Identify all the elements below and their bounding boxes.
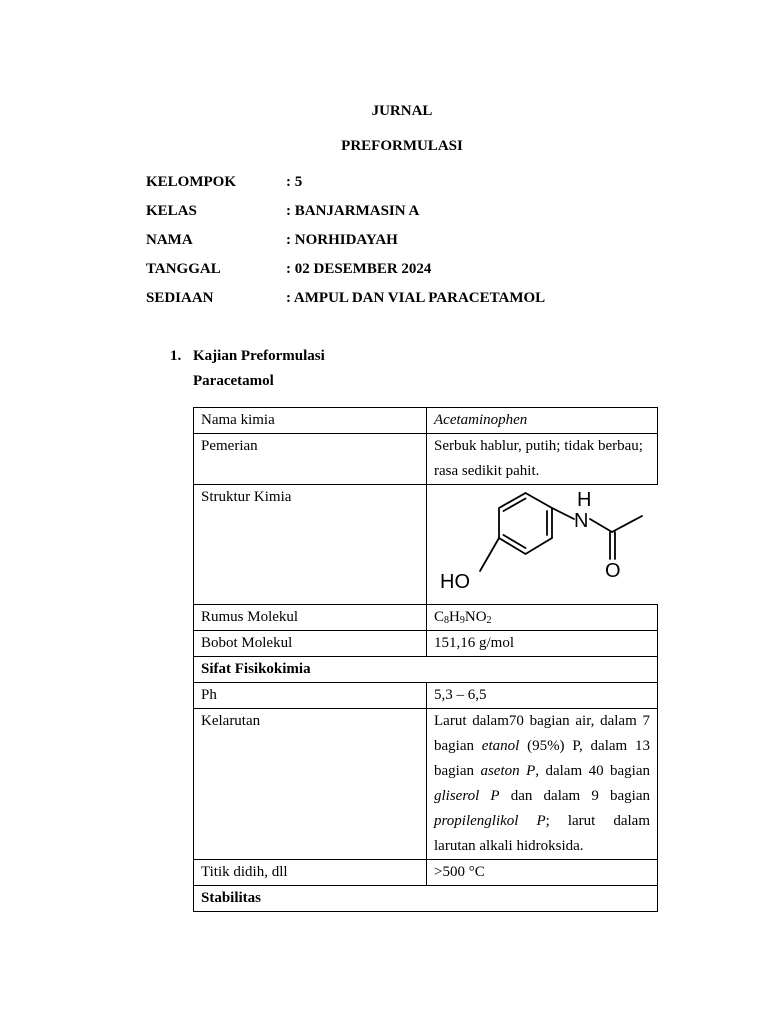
row-value: Serbuk hablur, putih; tidak berbau; rasa sedikit pahit.	[427, 434, 658, 485]
section-subheading: Paracetamol	[193, 373, 274, 389]
paracetamol-structure-diagram	[434, 485, 665, 604]
row-label: Ph	[194, 683, 427, 709]
solubility-part: , dalam 40 bagian	[535, 763, 651, 779]
info-label: SEDIAAN	[146, 290, 214, 306]
atom-n-label: N	[574, 510, 589, 532]
info-label: KELOMPOK	[146, 174, 236, 190]
table-row	[194, 860, 658, 886]
row-label: Struktur Kimia	[194, 485, 427, 605]
info-label: KELAS	[146, 203, 197, 219]
table-row	[194, 434, 658, 485]
table-row	[194, 683, 658, 709]
row-label: Kelarutan	[194, 709, 427, 860]
formula-c-count: 8	[444, 615, 450, 626]
hydroxyl-group-label: HO	[440, 571, 470, 593]
info-value: : BANJARMASIN A	[286, 203, 419, 220]
table-row	[194, 408, 658, 434]
formula-c: C	[434, 609, 445, 625]
info-value: : AMPUL DAN VIAL PARACETAMOL	[286, 290, 545, 307]
solubility-text	[427, 709, 658, 860]
row-label: Pemerian	[194, 434, 427, 485]
row-label: Rumus Molekul	[194, 605, 427, 631]
formula-no: NO	[464, 609, 487, 625]
formula-h-count: 9	[459, 615, 465, 626]
solubility-solvent: gliserol P	[434, 788, 500, 804]
section-number: 1.	[170, 348, 182, 364]
solubility-part: ; larut dalam larutan alkali hidroksida.	[434, 813, 650, 854]
section-title: Kajian Preformulasi	[193, 348, 325, 364]
solubility-part: Larut dalam70 bagian air, dalam 7 bagian	[434, 713, 650, 754]
formula-o-count: 2	[486, 615, 492, 626]
row-label: Nama kimia	[194, 408, 427, 434]
row-value: 151,16 g/mol	[427, 631, 658, 657]
atom-o-label: O	[605, 560, 621, 582]
table-row	[194, 886, 658, 912]
chemical-structure-cell	[427, 485, 658, 605]
info-value: : NORHIDAYAH	[286, 232, 398, 249]
solubility-solvent: propilenglikol P	[434, 813, 546, 829]
table-row	[194, 605, 658, 631]
row-value: 5,3 – 6,5	[427, 683, 658, 709]
section-header-sifat-fisikokimia: Sifat Fisikokimia	[194, 657, 658, 683]
solubility-solvent: aseton P	[480, 763, 536, 779]
paracetamol-properties-table	[193, 407, 658, 912]
journal-subtitle: PREFORMULASI	[341, 138, 463, 154]
table-row	[194, 485, 658, 605]
solubility-solvent: etanol	[481, 738, 520, 754]
table-row	[194, 709, 658, 860]
solubility-part: dan dalam 9 bagian	[499, 788, 650, 804]
row-label: Bobot Molekul	[194, 631, 427, 657]
solubility-part: (95%) P, dalam 13 bagian	[434, 738, 650, 779]
atom-h-label: H	[577, 489, 592, 511]
info-value: : 02 DESEMBER 2024	[286, 261, 431, 278]
molecular-formula	[427, 605, 658, 631]
formula-h: H	[449, 609, 460, 625]
section-header-stabilitas: Stabilitas	[194, 886, 658, 912]
info-value: : 5	[286, 174, 302, 191]
table-row	[194, 631, 658, 657]
row-label: Titik didih, dll	[194, 860, 427, 886]
info-label: TANGGAL	[146, 261, 221, 277]
journal-title: JURNAL	[371, 103, 433, 119]
info-label: NAMA	[146, 232, 193, 248]
row-value: Acetaminophen	[427, 408, 658, 434]
row-value: >500 °C	[427, 860, 658, 886]
table-row	[194, 657, 658, 683]
